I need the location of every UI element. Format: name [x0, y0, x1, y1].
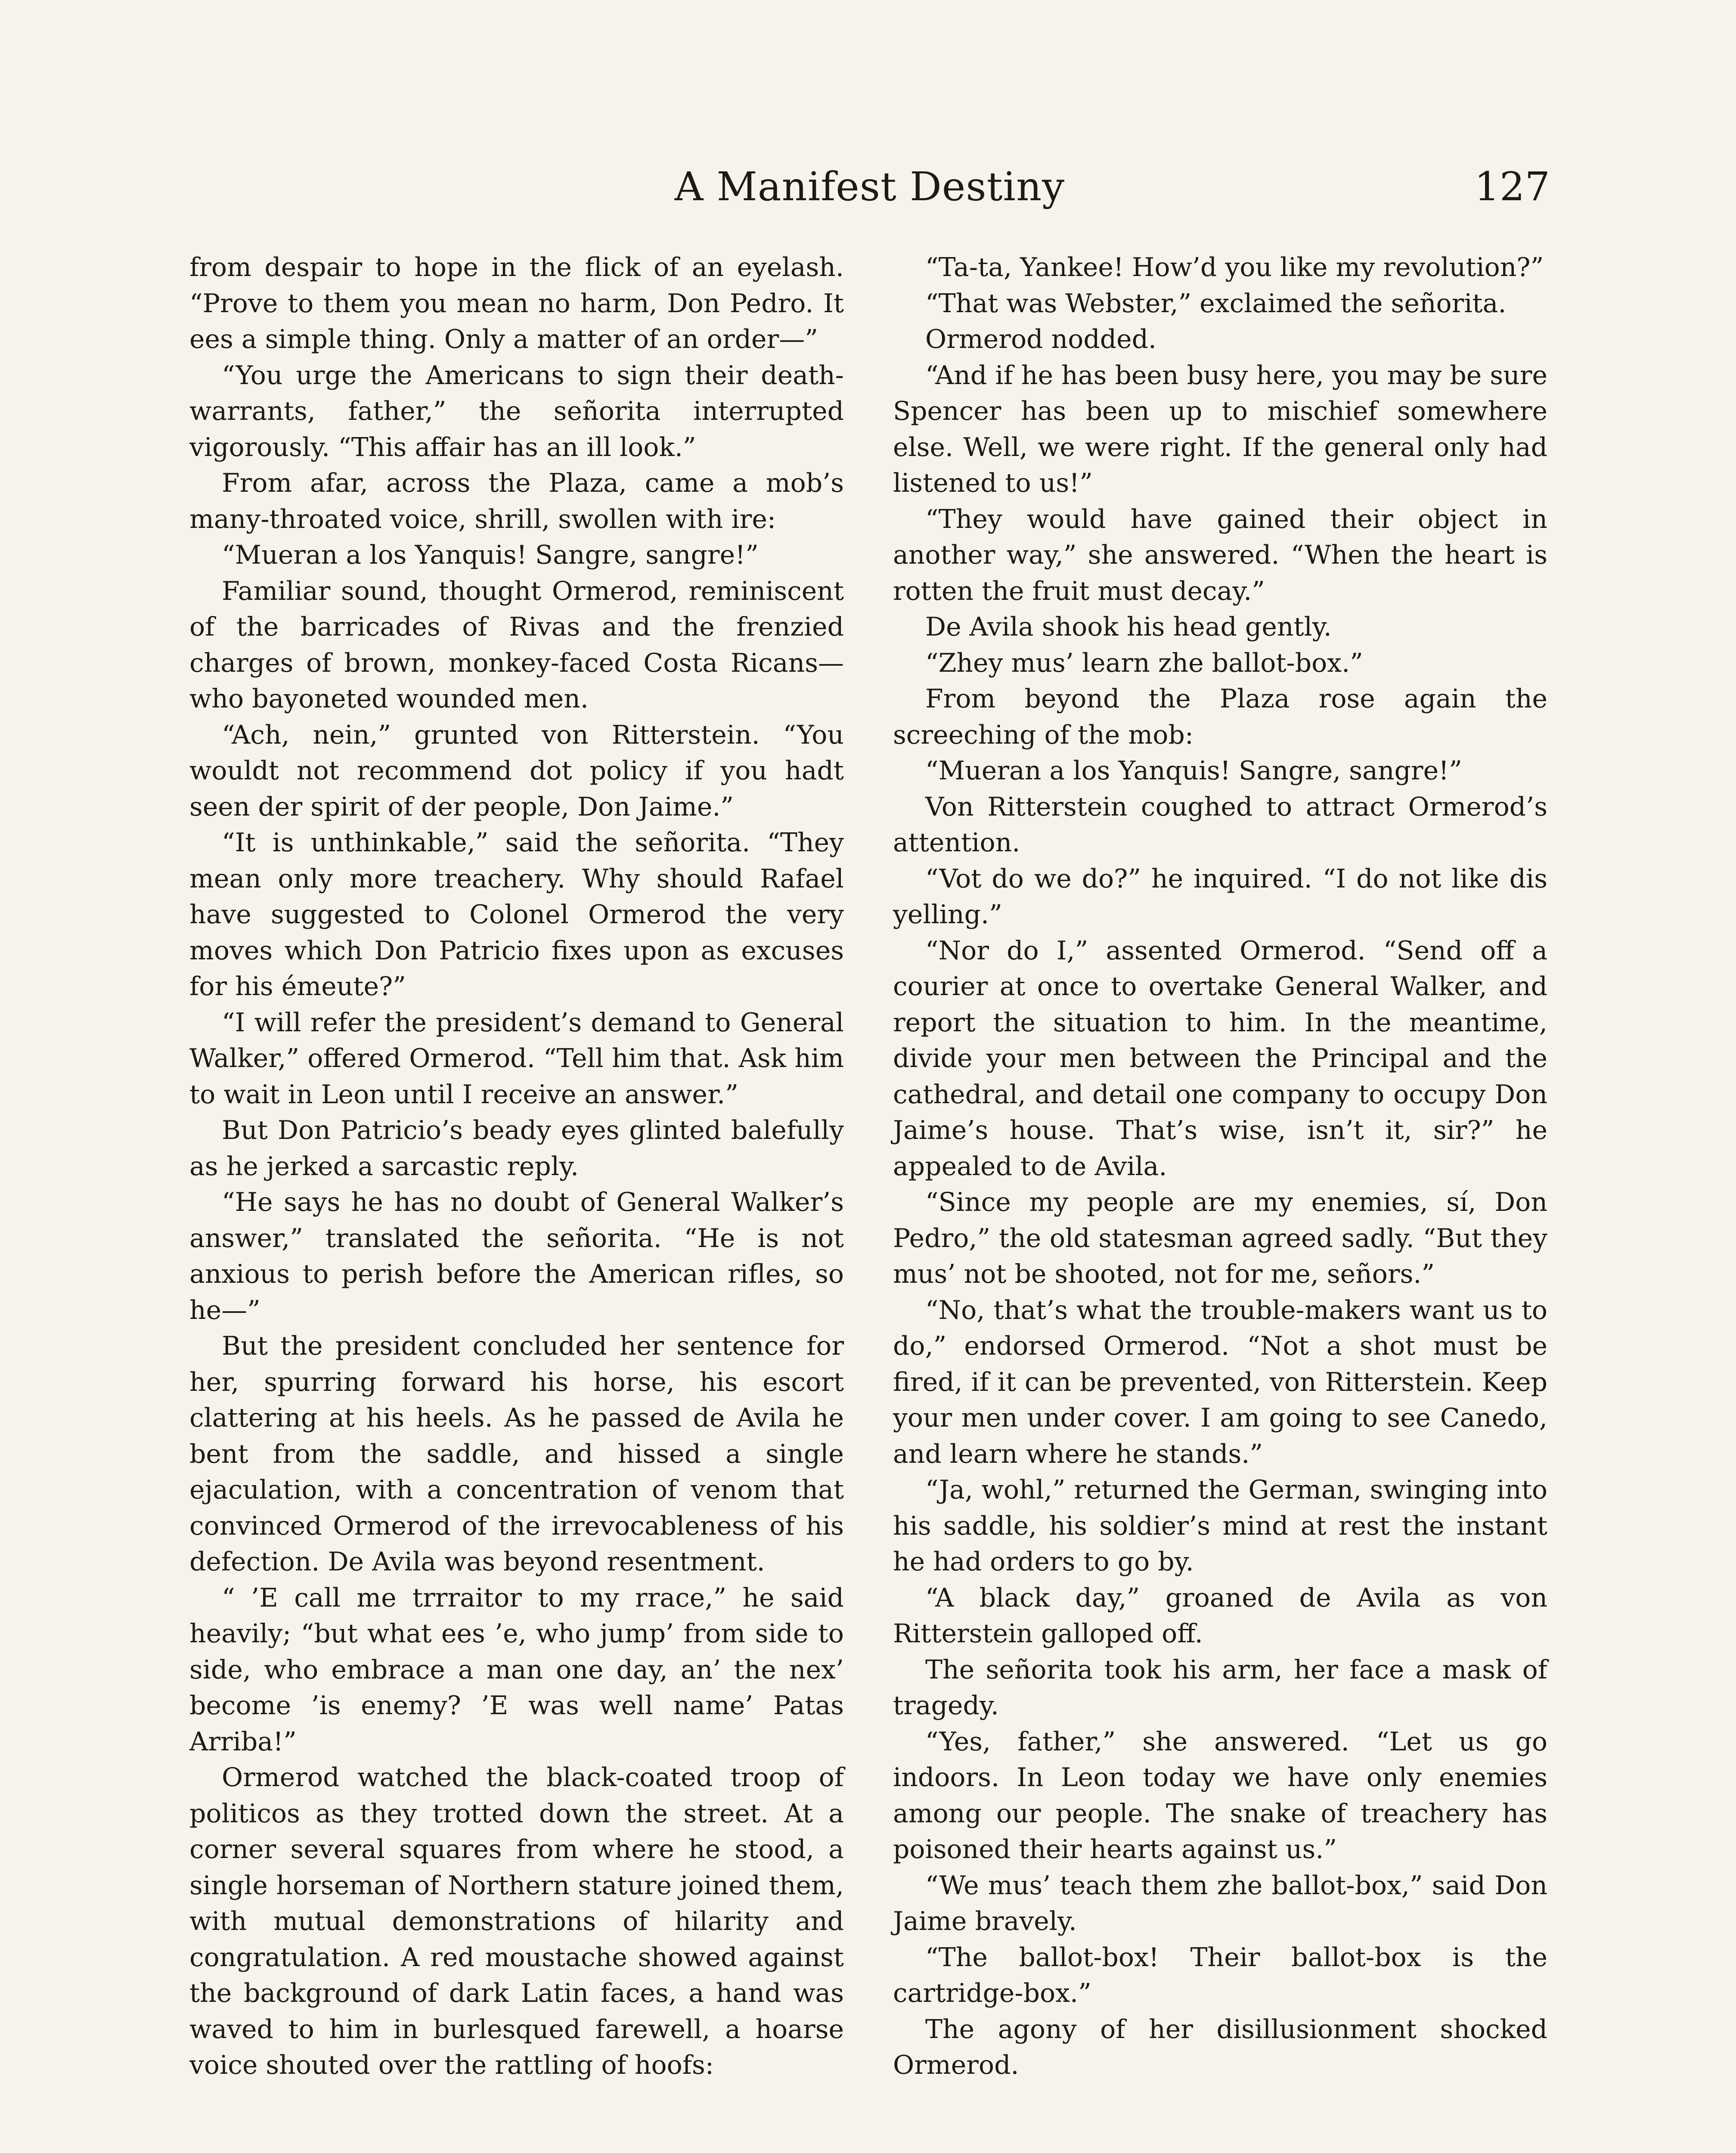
paragraph: Familiar sound, thought Ormerod, reminiscent of the barricades of Rivas and the frenzied charges of brown, monkey-faced Costa Ricans—who bayoneted wounded men. — [189, 576, 844, 714]
left-text-column — [189, 250, 844, 2084]
paragraph: De Avila shook his head gently. — [925, 612, 1332, 642]
paragraph: “And if he has been busy here, you may be sure Spencer has been up to mischief somewhere else. Well, we were right. If the general only had listened to us!” — [893, 360, 1547, 498]
paragraph: “We mus’ teach them zhe ballot-box,” said Don Jaime bravely. — [893, 1870, 1547, 1936]
paragraph: “They would have gained their object in another way,” she answered. “When the heart is rotten the fruit must decay.” — [893, 504, 1547, 606]
right-text-column — [893, 250, 1547, 2084]
paragraph: “Mueran a los Yanquis! Sangre, sangre!” — [925, 756, 1462, 786]
paragraph: “I will refer the president’s demand to General Walker,” offered Ormerod. “Tell him that. Ask him to wait in Leon until I receive an answer.” — [189, 1007, 844, 1110]
paragraph: “Yes, father,” she answered. “Let us go indoors. In Leon today we have only enemies among our people. The snake of treachery has poisoned their hearts against us.” — [893, 1726, 1547, 1864]
paragraph: “It is unthinkable,” said the señorita. “They mean only more treachery. Why should Rafael have suggested to Colonel Ormerod the very moves which Don Patricio fixes upon as excuses for his émeute?” — [189, 828, 844, 1002]
paragraph: The agony of her disillusionment shocked Ormerod. — [893, 2014, 1547, 2080]
paragraph: But Don Patricio’s beady eyes glinted balefully as he jerked a sarcastic reply. — [189, 1115, 844, 1182]
paragraph: Von Ritterstein coughed to attract Ormerod’s attention. — [893, 791, 1547, 858]
paragraph: “A black day,” groaned de Avila as von Ritterstein galloped off. — [893, 1582, 1547, 1649]
paragraph: “Vot do we do?” he inquired. “I do not like dis yelling.” — [893, 863, 1547, 930]
paragraph: “He says he has no doubt of General Walker’s answer,” translated the señorita. “He is not anxious to perish before the American rifles, so he—” — [189, 1187, 844, 1325]
paragraph: “ ’E call me trrraitor to my rrace,” he said heavily; “but what ees ’e, who jump’ from side to side, who embrace a man one day, an’ the nex’ become ’is enemy? ’E was well name’ Patas Arriba!” — [189, 1582, 844, 1757]
paragraph: “Ach, nein,” grunted von Ritterstein. “You wouldt not recommend dot policy if you hadt seen der spirit of der people, Don Jaime.” — [189, 720, 844, 822]
paragraph: But the president concluded her sentence for her, spurring forward his horse, his escort clattering at his heels. As he passed de Avila he bent from the saddle, and hissed a single ejaculation, with a concentration of venom that convinced Ormerod of the irrevocableness of his defection. De Avila was beyond resentment. — [189, 1331, 844, 1577]
paragraph: From beyond the Plaza rose again the screeching of the mob: — [893, 684, 1547, 750]
paragraph: Ormerod nodded. — [925, 324, 1157, 354]
page-number: 127 — [1474, 164, 1550, 210]
paragraph: “Since my people are my enemies, sí, Don Pedro,” the old statesman agreed sadly. “But they mus’ not be shooted, not for me, señors.” — [893, 1187, 1547, 1289]
paragraph: “Ta-ta, Yankee! How’d you like my revolution?” — [925, 252, 1544, 282]
paragraph: “Nor do I,” assented Ormerod. “Send off a courier at once to overtake General Walker, and report the situation to him. In the meantime, divide your men between the Principal and the cathedral, and detail one company to occupy Don Jaime’s house. That’s wise, isn’t it, sir?” he appealed to de Avila. — [893, 935, 1547, 1182]
paragraph: “The ballot-box! Their ballot-box is the cartridge-box.” — [893, 1942, 1547, 2008]
paragraph: From afar, across the Plaza, came a mob’s many-throated voice, shrill, swollen with ire: — [189, 468, 844, 534]
paragraph: from despair to hope in the flick of an eyelash. “Prove to them you mean no harm, Don Pedro. It ees a simple thing. Only a matter of an order—” — [189, 252, 844, 354]
paragraph: “Zhey mus’ learn zhe ballot-box.” — [925, 648, 1363, 678]
paragraph: “That was Webster,” exclaimed the señorita. — [925, 288, 1507, 319]
paragraph: “No, that’s what the trouble-makers want us to do,” endorsed Ormerod. “Not a shot must be fired, if it can be prevented, von Ritterstein. Keep your men under cover. I am going to see Canedo, and learn where he stands.” — [893, 1295, 1547, 1469]
paragraph: Ormerod watched the black-coated troop of politicos as they trotted down the street. At a corner several squares from where he stood, a single horseman of Northern stature joined them, with mutual demonstrations of hilarity and congratulation. A red moustache showed against the background of dark Latin faces, a hand was waved to him in burlesqued farewell, a hoarse voice shouted over the rattling of hoofs: — [189, 1762, 844, 2080]
paragraph: “Ja, wohl,” returned the German, swinging into his saddle, his soldier’s mind at rest the instant he had orders to go by. — [893, 1475, 1547, 1577]
paragraph: “You urge the Americans to sign their death-warrants, father,” the señorita interrupted vigorously. “This affair has an ill look.” — [189, 360, 844, 462]
running-title: A Manifest Destiny — [674, 164, 1065, 210]
paragraph: The señorita took his arm, her face a mask of tragedy. — [893, 1654, 1547, 1721]
paragraph: “Mueran a los Yanquis! Sangre, sangre!” — [222, 540, 759, 570]
running-head — [189, 164, 1550, 215]
